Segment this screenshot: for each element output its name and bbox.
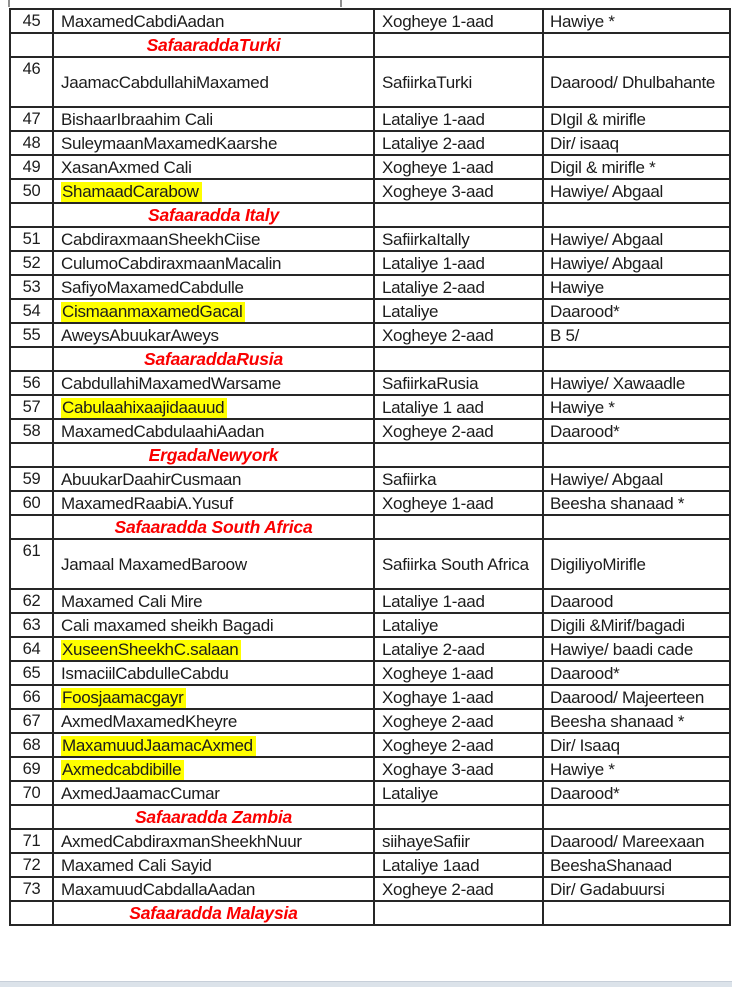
section-title: Safaaradda Malaysia bbox=[129, 902, 298, 923]
row-number-cell bbox=[10, 901, 53, 925]
position-cell: Xogheye 2-aad bbox=[374, 323, 543, 347]
position-cell: SafiirkaTurki bbox=[374, 57, 543, 107]
name-cell: IsmaciilCabdulleCabdu bbox=[53, 661, 374, 685]
table-row bbox=[10, 299, 730, 323]
row-number-cell bbox=[10, 347, 53, 371]
table-row bbox=[10, 757, 730, 781]
table-row bbox=[10, 419, 730, 443]
row-number-cell: 71 bbox=[10, 829, 53, 853]
clan-cell: Beesha shanaad * bbox=[543, 709, 730, 733]
clan-cell: Digil & mirifle * bbox=[543, 155, 730, 179]
row-number-cell: 48 bbox=[10, 131, 53, 155]
clan-cell: DigiliyoMirifle bbox=[543, 539, 730, 589]
row-number-cell: 56 bbox=[10, 371, 53, 395]
section-header-row bbox=[10, 33, 730, 57]
clan-cell bbox=[543, 347, 730, 371]
position-cell: Lataliye bbox=[374, 613, 543, 637]
name-cell: CabdullahiMaxamedWarsame bbox=[53, 371, 374, 395]
clan-cell bbox=[543, 203, 730, 227]
position-cell bbox=[374, 805, 543, 829]
position-cell bbox=[374, 203, 543, 227]
highlighted-name: CismaanmaxamedGacal bbox=[61, 302, 245, 322]
position-cell: Xogheye 1-aad bbox=[374, 155, 543, 179]
section-title-cell bbox=[53, 443, 374, 467]
section-title: Safaaradda South Africa bbox=[114, 516, 313, 537]
row-number-cell bbox=[10, 203, 53, 227]
table-row bbox=[10, 155, 730, 179]
row-number-cell: 63 bbox=[10, 613, 53, 637]
table-top-remnant-line-mid bbox=[340, 0, 342, 7]
name-cell: SuleymaanMaxamedKaarshe bbox=[53, 131, 374, 155]
clan-cell: Dir/ Isaaq bbox=[543, 733, 730, 757]
position-cell: Xoghaye 3-aad bbox=[374, 757, 543, 781]
clan-cell: Hawiye/ Abgaal bbox=[543, 179, 730, 203]
name-cell: Maxamed Cali Mire bbox=[53, 589, 374, 613]
row-number-cell: 70 bbox=[10, 781, 53, 805]
table-top-remnant-line-left bbox=[8, 0, 10, 7]
section-title-cell bbox=[53, 33, 374, 57]
table-row bbox=[10, 57, 730, 107]
position-cell: Lataliye 1-aad bbox=[374, 589, 543, 613]
name-cell: AxmedCabdiraxmanSheekhNuur bbox=[53, 829, 374, 853]
section-title-cell bbox=[53, 901, 374, 925]
row-number-cell: 73 bbox=[10, 877, 53, 901]
row-number-cell: 65 bbox=[10, 661, 53, 685]
position-cell bbox=[374, 901, 543, 925]
row-number-cell: 45 bbox=[10, 9, 53, 33]
clan-cell: Daarood bbox=[543, 589, 730, 613]
section-title-cell bbox=[53, 347, 374, 371]
section-header-row bbox=[10, 443, 730, 467]
row-number-cell: 67 bbox=[10, 709, 53, 733]
clan-cell: Hawiye/ Xawaadle bbox=[543, 371, 730, 395]
row-number-cell bbox=[10, 515, 53, 539]
name-cell: AxmedMaxamedKheyre bbox=[53, 709, 374, 733]
position-cell: Xogheye 3-aad bbox=[374, 179, 543, 203]
position-cell bbox=[374, 33, 543, 57]
row-number-cell: 62 bbox=[10, 589, 53, 613]
name-cell: SafiyoMaxamedCabdulle bbox=[53, 275, 374, 299]
section-title-cell bbox=[53, 805, 374, 829]
clan-cell: Daarood* bbox=[543, 299, 730, 323]
section-header-row bbox=[10, 901, 730, 925]
clan-cell: Hawiye * bbox=[543, 395, 730, 419]
clan-cell: Daarood/ Mareexaan bbox=[543, 829, 730, 853]
row-number-cell bbox=[10, 33, 53, 57]
row-number-cell: 52 bbox=[10, 251, 53, 275]
table-row bbox=[10, 251, 730, 275]
position-cell: Lataliye 2-aad bbox=[374, 637, 543, 661]
clan-cell bbox=[543, 805, 730, 829]
table-row bbox=[10, 781, 730, 805]
position-cell: Lataliye bbox=[374, 781, 543, 805]
position-cell: Safiirka bbox=[374, 467, 543, 491]
table-row bbox=[10, 467, 730, 491]
position-cell: Xogheye 1-aad bbox=[374, 9, 543, 33]
name-cell: CabdiraxmaanSheekhCiise bbox=[53, 227, 374, 251]
name-cell bbox=[53, 733, 374, 757]
highlighted-name: XuseenSheekhC.salaan bbox=[61, 640, 241, 660]
row-number-cell: 51 bbox=[10, 227, 53, 251]
name-cell bbox=[53, 179, 374, 203]
table-row bbox=[10, 179, 730, 203]
clan-cell: Dir/ Gadabuursi bbox=[543, 877, 730, 901]
clan-cell: Daarood* bbox=[543, 661, 730, 685]
name-cell: AweysAbuukarAweys bbox=[53, 323, 374, 347]
clan-cell: Daarood/ Majeerteen bbox=[543, 685, 730, 709]
clan-cell: Hawiye bbox=[543, 275, 730, 299]
name-cell bbox=[53, 685, 374, 709]
clan-cell: Hawiye * bbox=[543, 757, 730, 781]
table-row bbox=[10, 107, 730, 131]
clan-cell: Digili &Mirif/bagadi bbox=[543, 613, 730, 637]
name-cell: JaamacCabdullahiMaxamed bbox=[53, 57, 374, 107]
name-cell bbox=[53, 299, 374, 323]
position-cell bbox=[374, 443, 543, 467]
section-header-row bbox=[10, 515, 730, 539]
position-cell: siihayeSafiir bbox=[374, 829, 543, 853]
table-row bbox=[10, 589, 730, 613]
table-row bbox=[10, 733, 730, 757]
row-number-cell: 72 bbox=[10, 853, 53, 877]
position-cell: Lataliye bbox=[374, 299, 543, 323]
table-row bbox=[10, 661, 730, 685]
position-cell: SafiirkaItally bbox=[374, 227, 543, 251]
name-cell: AxmedJaamacCumar bbox=[53, 781, 374, 805]
row-number-cell: 58 bbox=[10, 419, 53, 443]
table-row bbox=[10, 539, 730, 589]
table-row bbox=[10, 227, 730, 251]
position-cell: Xogheye 2-aad bbox=[374, 733, 543, 757]
row-number-cell bbox=[10, 443, 53, 467]
position-cell: Xogheye 2-aad bbox=[374, 877, 543, 901]
row-number-cell: 69 bbox=[10, 757, 53, 781]
table-row bbox=[10, 275, 730, 299]
section-title-cell bbox=[53, 515, 374, 539]
name-cell: MaxamedCabdulaahiAadan bbox=[53, 419, 374, 443]
section-title: SafaaraddaRusia bbox=[143, 348, 283, 369]
section-title: Safaaradda Zambia bbox=[134, 806, 293, 827]
position-cell: Lataliye 1 aad bbox=[374, 395, 543, 419]
name-cell: Jamaal MaxamedBaroow bbox=[53, 539, 374, 589]
clan-cell: Daarood* bbox=[543, 419, 730, 443]
table-row bbox=[10, 131, 730, 155]
clan-cell: Beesha shanaad * bbox=[543, 491, 730, 515]
name-cell bbox=[53, 637, 374, 661]
row-number-cell: 68 bbox=[10, 733, 53, 757]
row-number-cell: 57 bbox=[10, 395, 53, 419]
table-row bbox=[10, 9, 730, 33]
table-row bbox=[10, 685, 730, 709]
name-cell: XasanAxmed Cali bbox=[53, 155, 374, 179]
clan-cell: Daarood/ Dhulbahante bbox=[543, 57, 730, 107]
position-cell: Xogheye 1-aad bbox=[374, 661, 543, 685]
name-cell: Maxamed Cali Sayid bbox=[53, 853, 374, 877]
clan-cell: Hawiye/ baadi cade bbox=[543, 637, 730, 661]
section-title: ErgadaNewyork bbox=[148, 444, 279, 465]
position-cell bbox=[374, 347, 543, 371]
clan-cell bbox=[543, 443, 730, 467]
name-cell bbox=[53, 395, 374, 419]
row-number-cell: 64 bbox=[10, 637, 53, 661]
embassy-staff-table bbox=[9, 8, 731, 926]
table-row bbox=[10, 829, 730, 853]
clan-cell: Hawiye/ Abgaal bbox=[543, 227, 730, 251]
position-cell: Lataliye 1-aad bbox=[374, 107, 543, 131]
table-row bbox=[10, 613, 730, 637]
row-number-cell: 46 bbox=[10, 57, 53, 107]
table-row bbox=[10, 877, 730, 901]
row-number-cell: 54 bbox=[10, 299, 53, 323]
position-cell: Lataliye 1-aad bbox=[374, 251, 543, 275]
clan-cell: Dir/ isaaq bbox=[543, 131, 730, 155]
highlighted-name: Foosjaamacgayr bbox=[61, 688, 186, 708]
section-title: Safaaradda Italy bbox=[147, 204, 280, 225]
position-cell: Xogheye 1-aad bbox=[374, 491, 543, 515]
section-header-row bbox=[10, 203, 730, 227]
name-cell: MaxamedRaabiA.Yusuf bbox=[53, 491, 374, 515]
position-cell: SafiirkaRusia bbox=[374, 371, 543, 395]
section-title: SafaaraddaTurki bbox=[146, 34, 281, 55]
row-number-cell: 47 bbox=[10, 107, 53, 131]
name-cell: CulumoCabdiraxmaanMacalin bbox=[53, 251, 374, 275]
row-number-cell: 60 bbox=[10, 491, 53, 515]
highlighted-name: Axmedcabdibille bbox=[61, 760, 184, 780]
clan-cell: Hawiye * bbox=[543, 9, 730, 33]
position-cell: Xoghaye 1-aad bbox=[374, 685, 543, 709]
name-cell: MaxamuudCabdallaAadan bbox=[53, 877, 374, 901]
table-row bbox=[10, 853, 730, 877]
name-cell: AbuukarDaahirCusmaan bbox=[53, 467, 374, 491]
table-row bbox=[10, 323, 730, 347]
position-cell bbox=[374, 515, 543, 539]
position-cell: Lataliye 2-aad bbox=[374, 275, 543, 299]
clan-cell bbox=[543, 33, 730, 57]
highlighted-name: Cabulaahixaajidaauud bbox=[61, 398, 227, 418]
name-cell: BishaarIbraahim Cali bbox=[53, 107, 374, 131]
clan-cell bbox=[543, 515, 730, 539]
section-title-cell bbox=[53, 203, 374, 227]
row-number-cell bbox=[10, 805, 53, 829]
position-cell: Safiirka South Africa bbox=[374, 539, 543, 589]
clan-cell: DIgil & mirifle bbox=[543, 107, 730, 131]
position-cell: Xogheye 2-aad bbox=[374, 709, 543, 733]
clan-cell: Hawiye/ Abgaal bbox=[543, 467, 730, 491]
clan-cell bbox=[543, 901, 730, 925]
clan-cell: Daarood* bbox=[543, 781, 730, 805]
position-cell: Lataliye 2-aad bbox=[374, 131, 543, 155]
page-bottom-edge-strip bbox=[0, 981, 732, 987]
clan-cell: Hawiye/ Abgaal bbox=[543, 251, 730, 275]
table-row bbox=[10, 491, 730, 515]
row-number-cell: 66 bbox=[10, 685, 53, 709]
row-number-cell: 59 bbox=[10, 467, 53, 491]
name-cell: Cali maxamed sheikh Bagadi bbox=[53, 613, 374, 637]
table-body bbox=[10, 9, 730, 925]
clan-cell: B 5/ bbox=[543, 323, 730, 347]
table-row bbox=[10, 395, 730, 419]
highlighted-name: MaxamuudJaamacAxmed bbox=[61, 736, 256, 756]
section-header-row bbox=[10, 347, 730, 371]
name-cell: MaxamedCabdiAadan bbox=[53, 9, 374, 33]
highlighted-name: ShamaadCarabow bbox=[61, 182, 202, 202]
position-cell: Lataliye 1aad bbox=[374, 853, 543, 877]
row-number-cell: 55 bbox=[10, 323, 53, 347]
clan-cell: BeeshaShanaad bbox=[543, 853, 730, 877]
section-header-row bbox=[10, 805, 730, 829]
row-number-cell: 61 bbox=[10, 539, 53, 589]
name-cell bbox=[53, 757, 374, 781]
table-row bbox=[10, 709, 730, 733]
table-row bbox=[10, 637, 730, 661]
row-number-cell: 50 bbox=[10, 179, 53, 203]
row-number-cell: 53 bbox=[10, 275, 53, 299]
row-number-cell: 49 bbox=[10, 155, 53, 179]
table-row bbox=[10, 371, 730, 395]
position-cell: Xogheye 2-aad bbox=[374, 419, 543, 443]
